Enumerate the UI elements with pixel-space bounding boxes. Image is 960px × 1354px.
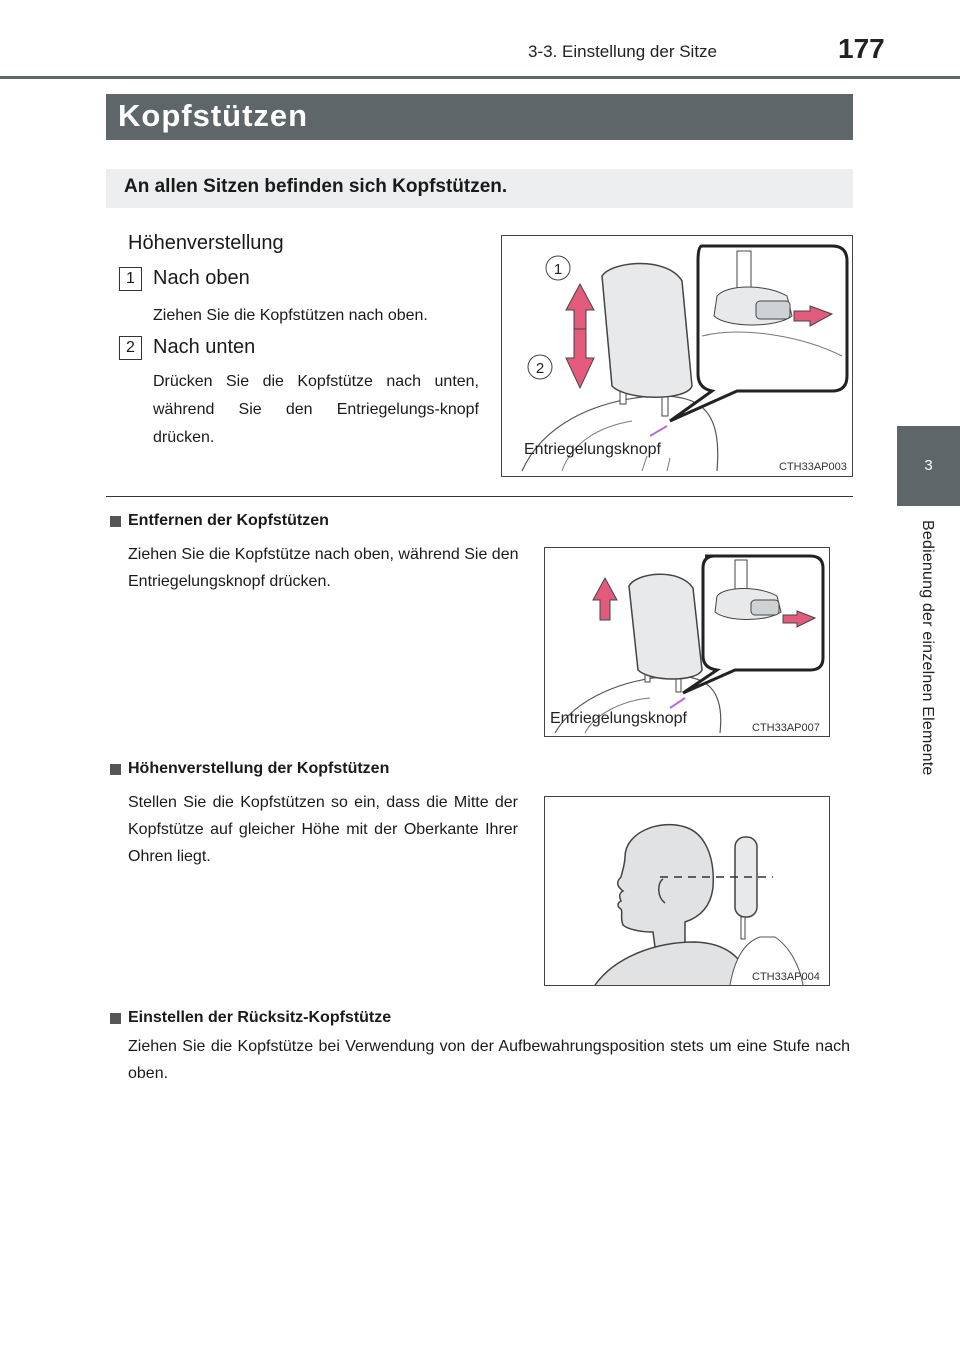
section-heading-remove: Entfernen der Kopfstützen (128, 512, 329, 529)
figure-headrest-remove (544, 547, 830, 737)
figure-headrest-position (544, 796, 830, 986)
figure-code-3: CTH33AP004 (752, 971, 820, 983)
section-heading-rear: Einstellen der Rücksitz-Kopfstütze (128, 1009, 392, 1026)
section-header: 3-3. Einstellung der Sitze (528, 42, 717, 61)
page-title: Kopfstützen (118, 98, 309, 133)
section-heading-height: Höhenverstellung der Kopfstützen (128, 760, 390, 777)
item-label-down: Nach unten (153, 336, 256, 358)
figure-headrest-adjust (501, 235, 853, 477)
section-divider (106, 496, 853, 497)
chapter-tab: 3 (897, 426, 960, 506)
section-text-height: Stellen Sie die Kopfstützen so ein, dass die Mitte der Kopfstütze auf gleicher Höhe mit der Oberkante Ihrer Ohren liegt. (128, 794, 518, 865)
page-subtitle: An allen Sitzen befinden sich Kopfstützen. (124, 176, 508, 197)
height-adjust-heading: Höhenverstellung (128, 232, 284, 254)
figure-code-1: CTH33AP003 (779, 461, 847, 473)
headrest-adjust-illustration (502, 236, 852, 476)
headrest-remove-illustration (545, 548, 829, 736)
release-button-label-2: Entriegelungsknopf (550, 710, 687, 727)
chapter-title: Bedienung der einzelnen Elemente (919, 520, 936, 776)
page-number: 177 (838, 33, 885, 64)
section-bullet (110, 516, 121, 527)
item-number-2: 2 (119, 336, 142, 360)
section-text-remove: Ziehen Sie die Kopfstütze nach oben, während Sie den Entriegelungsknopf drücken. (128, 546, 519, 590)
callout-1: 1 (553, 261, 563, 278)
release-button-label-1: Entriegelungsknopf (524, 441, 661, 458)
item-desc-down: Drücken Sie die Kopfstütze nach unten, während Sie den Entriegelungs-knopf drücken. (153, 373, 479, 446)
section-text-rear: Ziehen Sie die Kopfstütze bei Verwendung von der Aufbewahrungsposition stets um eine Stufe nach oben. (128, 1038, 850, 1082)
header-rule (0, 76, 960, 79)
section-bullet (110, 1013, 121, 1024)
callout-2: 2 (535, 360, 545, 377)
item-desc-up: Ziehen Sie die Kopfstützen nach oben. (153, 307, 428, 324)
item-label-up: Nach oben (153, 267, 250, 289)
section-bullet (110, 764, 121, 775)
item-number-1: 1 (119, 267, 142, 291)
figure-code-2: CTH33AP007 (752, 722, 820, 734)
head-position-illustration (545, 797, 829, 985)
